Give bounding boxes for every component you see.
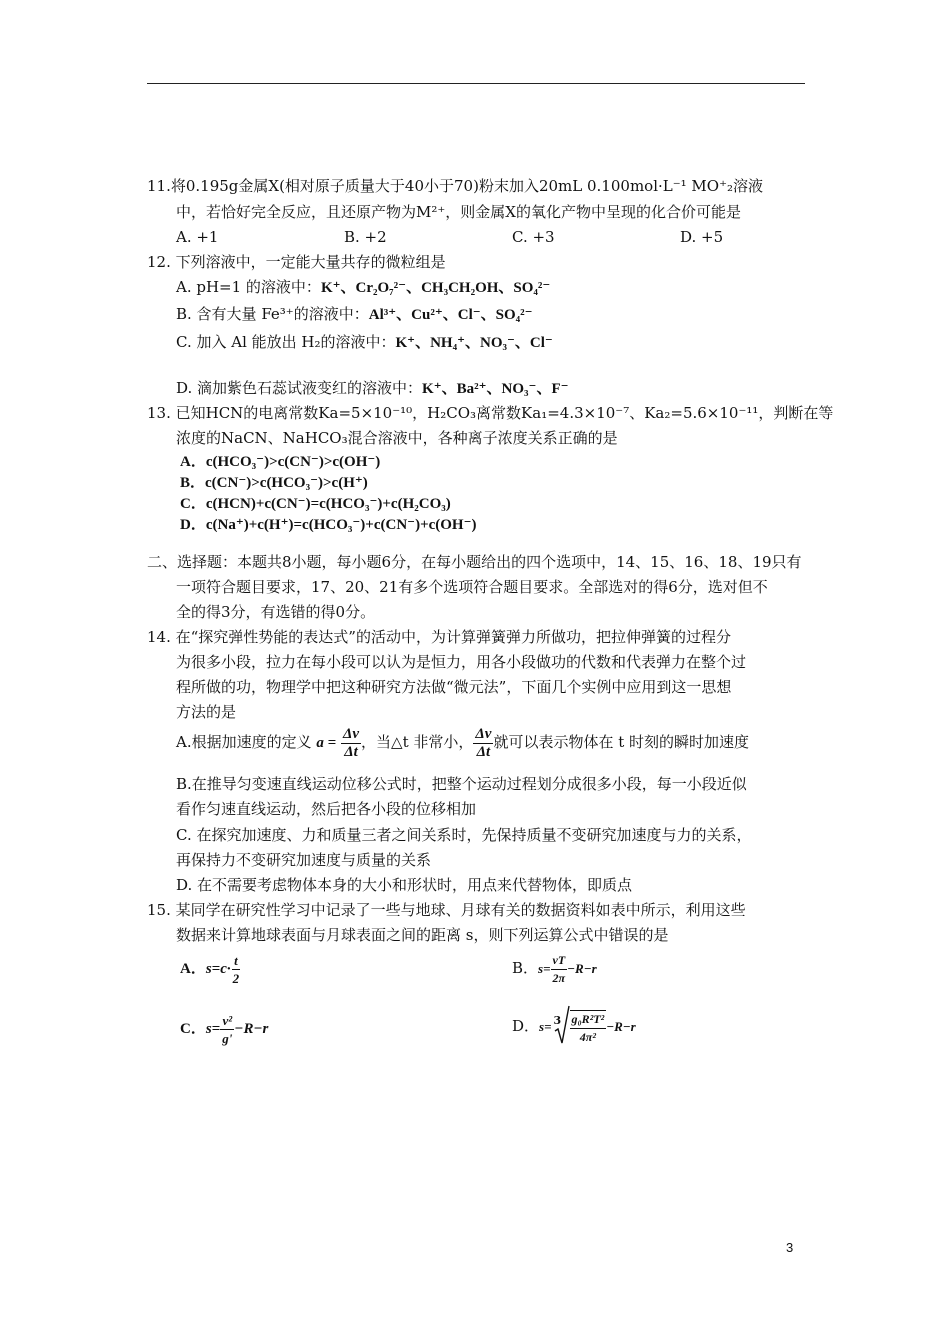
q14-option-c-line2: 再保持力不变研究加速度与质量的关系 [176, 851, 432, 869]
q15-option-c [180, 1008, 268, 1049]
radical-sign-icon [554, 1005, 570, 1045]
q12-d-ions: K⁺、Ba²⁺、NO₃⁻、F⁻ [422, 381, 569, 397]
q12-b-prefix: B. 含有大量 Fe³⁺的溶液中： [176, 305, 369, 323]
q15-b-num: vT [551, 952, 568, 970]
q14-a-fraction2 [473, 726, 493, 761]
q14-a-fraction [341, 726, 361, 761]
q15-a-den: 2 [232, 970, 240, 986]
q15-a-label: A． [180, 961, 206, 977]
q15-c-label: C． [180, 1021, 206, 1037]
q13-line1: 13. 已知HCN的电离常数Ka=5×10⁻¹⁰，H₂CO₃离常数Ka₁=4.3×10⁻⁷、Ka₂=5.6×10⁻¹¹，判断在等 [147, 404, 834, 422]
q15-d-label: D． [512, 1017, 540, 1035]
q13-line2: 浓度的NaCN、NaHCO₃混合溶液中，各种离子浓度关系正确的是 [176, 429, 618, 447]
q15-b-fraction [551, 952, 568, 987]
q15-a-lhs: s=c· [205, 961, 231, 977]
q15-option-a [180, 951, 241, 987]
q14-option-d: D. 在不需要考虑物体本身的大小和形状时，用点来代替物体，即质点 [176, 876, 633, 894]
q11-options [176, 226, 848, 248]
q14-a-pre: A.根据加速度的定义 [176, 733, 312, 751]
q15-d-lhs: s= [539, 1019, 552, 1034]
q11-line2: 中，若恰好完全反应，且还原产物为M²⁺，则金属X的氧化产物中呈现的化合价可能是 [176, 203, 741, 221]
q11-option-d: D. +5 [680, 228, 724, 246]
q14-a-post: 就可以表示物体在 t 时刻的瞬时加速度 [493, 733, 750, 751]
q13-option-a: A．c(HCO₃⁻)>c(CN⁻)>c(OH⁻) [180, 454, 381, 470]
q15-option-b [512, 951, 597, 987]
q13-option-b: B．c(CN⁻)>c(HCO₃⁻)>c(H⁺) [180, 475, 368, 491]
q12-c-ions: K⁺、NH₄⁺、NO₃⁻、Cl⁻ [395, 335, 553, 351]
q14-line1: 14. 在“探究弹性势能的表达式”的活动中，为计算弹簧弹力所做功，把拉伸弹簧的过程分 [147, 628, 731, 646]
q15-d-num: g₀R²T² [570, 1011, 607, 1029]
q15-c-fraction [220, 1012, 234, 1047]
section2-line1: 二、选择题：本题共8小题，每小题6分，在每小题给出的四个选项中，14、15、16、18、19只有 [147, 553, 802, 571]
q15-d-tail: −R−r [606, 1019, 636, 1034]
q14-a-den: Δt [344, 743, 358, 760]
q15-a-num: t [234, 952, 238, 968]
q11-option-b: B. +2 [344, 228, 387, 246]
q12-stem: 12. 下列溶液中，一定能大量共存的微粒组是 [147, 253, 446, 271]
q15-line1: 15. 某同学在研究性学习中记录了一些与地球、月球有关的数据资料如表中所示，利用这些 [147, 901, 746, 919]
q15-a-fraction [231, 952, 242, 987]
q15-c-num: v² [222, 1012, 233, 1028]
section2-line2: 一项符合题目要求，17、20、21有多个选项符合题目要求。全部选对的得6分，选对但不 [176, 578, 768, 596]
q15-c-tail: −R−r [234, 1021, 269, 1037]
page-number: 3 [786, 1240, 794, 1255]
q14-line2: 为很多小段，拉力在每小段可以认为是恒力，用各小段做功的代数和代表弹力在整个过 [176, 653, 747, 671]
q14-a-num2: Δv [475, 725, 492, 742]
q12-a-ions: K⁺、Cr₂O₇²⁻、CH₃CH₂OH、SO₄²⁻ [320, 280, 551, 296]
q14-option-b-line2: 看作匀速直线运动，然后把各小段的位移相加 [176, 800, 477, 818]
q15-b-lhs: s= [538, 961, 551, 976]
q14-line4: 方法的是 [176, 703, 237, 721]
q15-b-tail: −R−r [567, 961, 597, 976]
q15-d-den: 4π² [579, 1030, 596, 1044]
q14-a-mid: ，当△t 非常小， [361, 733, 474, 751]
q15-c-den: g' [222, 1030, 233, 1046]
q12-d-prefix: D. 滴加紫色石蕊试液变红的溶液中： [176, 379, 423, 397]
q13-option-d: D．c(Na⁺)+c(H⁺)=c(HCO₃⁻)+c(CN⁻)+c(OH⁻) [180, 517, 477, 533]
q12-a-prefix: A. pH=1 的溶液中： [176, 278, 321, 296]
q14-option-a [176, 724, 749, 761]
q12-b-ions: Al³⁺、Cu²⁺、Cl⁻、SO₄²⁻ [368, 307, 533, 323]
q11-option-c: C. +3 [512, 228, 555, 246]
q11-line1: 11.将0.195g金属X(相对原子质量大于40小于70)粉末加入20mL 0.100mol·L⁻¹ MO⁺₂溶液 [147, 177, 764, 195]
q15-option-d [512, 1004, 636, 1049]
q15-c-lhs: s= [205, 1021, 221, 1037]
q14-option-c-line1: C. 在探究加速度、力和质量三者之间关系时，先保持质量不变研究加速度与力的关系， [176, 826, 752, 844]
q15-d-fraction [570, 1010, 607, 1046]
q14-option-b-line1: B.在推导匀变速直线运动位移公式时，把整个运动过程划分成很多小段，每一小段近似 [176, 775, 747, 793]
q15-b-label: B． [512, 959, 539, 977]
q12-option-c [176, 331, 553, 354]
q14-a-lhs: a = [316, 735, 337, 751]
q12-option-a [176, 276, 550, 299]
q14-a-num: Δv [342, 725, 360, 742]
q12-option-b [176, 303, 533, 326]
q11-option-a: A. +1 [176, 228, 219, 246]
q15-d-root-index: 3 [553, 1014, 562, 1027]
q15-line2: 数据来计算地球表面与月球表面之间的距离 s，则下列运算公式中错误的是 [176, 926, 669, 944]
q14-a-den2: Δt [476, 743, 491, 760]
q15-b-den: 2π [552, 970, 566, 985]
q15-d-radical [552, 1005, 607, 1049]
q13-option-c: C．c(HCN)+c(CN⁻)=c(HCO₃⁻)+c(H₂CO₃) [180, 496, 451, 512]
section2-line3: 全的得3分，有选错的得0分。 [176, 603, 376, 621]
q12-c-prefix: C. 加入 Al 能放出 H₂的溶液中： [176, 333, 396, 351]
q12-option-d [176, 377, 569, 400]
q14-line3: 程所做的功，物理学中把这种研究方法做“微元法”，下面几个实例中应用到这一思想 [176, 678, 732, 696]
header-rule [147, 83, 805, 84]
